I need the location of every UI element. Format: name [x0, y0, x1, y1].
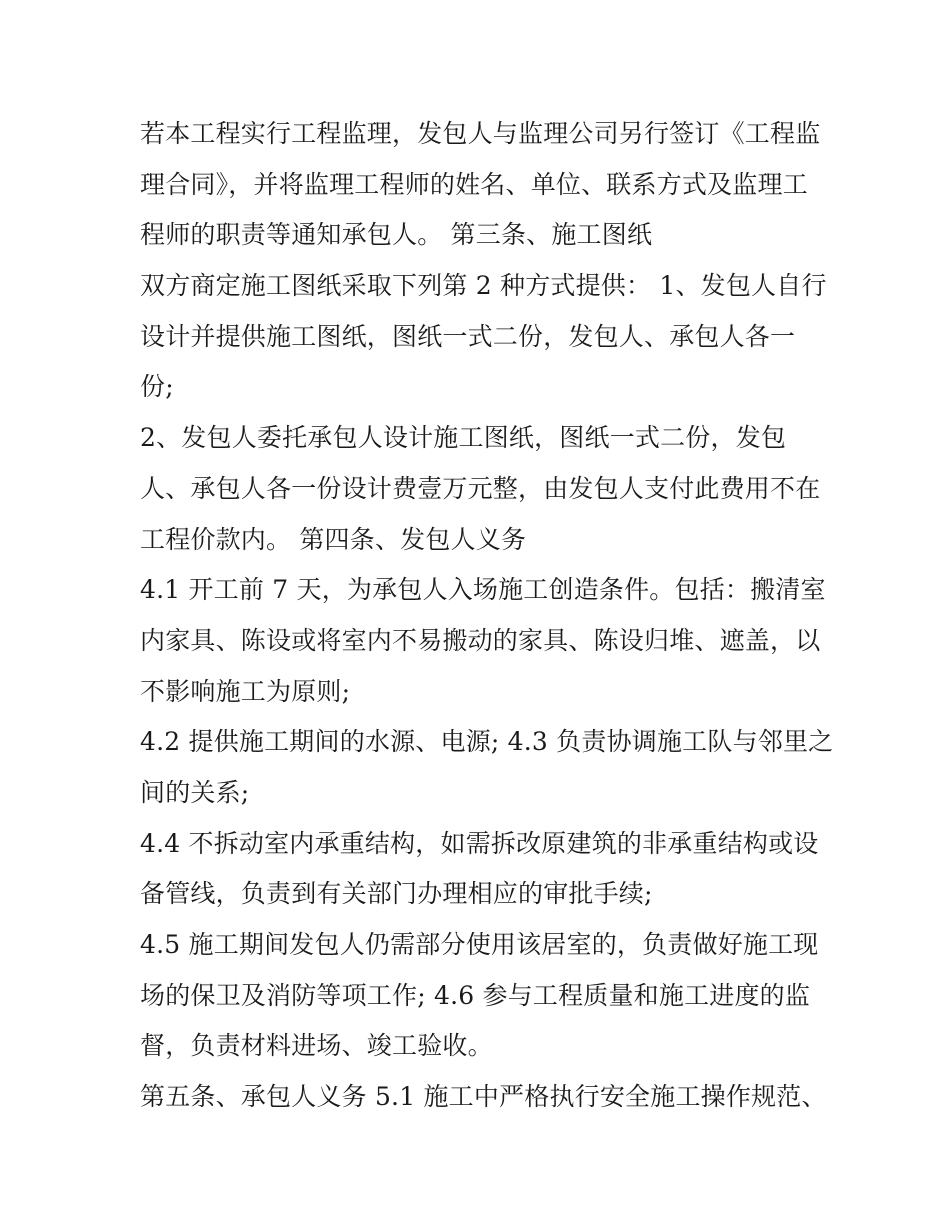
text-line: 4.1 开工前 7 天，为承包人入场施工创造条件。包括：搬清室: [140, 575, 826, 605]
text-line: 4.2 提供施工期间的水源、电源; 4.3 负责协调施工队与邻里之: [140, 727, 834, 757]
text-line: 4.5 施工期间发包人仍需部分使用该居室的，负责做好施工现: [140, 930, 819, 959]
text-line: 程师的职责等通知承包人。 第三条、施工图纸: [140, 220, 653, 250]
text-line: 4.4 不拆动室内承重结构，如需拆改原建筑的非承重结构或设: [140, 828, 819, 858]
document-body: [140, 109, 834, 1123]
text-line: 备管线，负责到有关部门办理相应的审批手续;: [140, 879, 653, 909]
text-line: 第五条、承包人义务 5.1 施工中严格执行安全施工操作规范、: [140, 1082, 827, 1112]
text-line: 2、发包人委托承包人设计施工图纸，图纸一式二份，发包: [140, 423, 787, 453]
text-line: 理合同》，并将监理工程师的姓名、单位、联系方式及监理工: [140, 169, 808, 199]
text-line: 双方商定施工图纸采取下列第 2 种方式提供： 1、发包人自行: [140, 271, 827, 301]
text-line: 督，负责材料进场、竣工验收。: [140, 1031, 493, 1061]
text-line: 若本工程实行工程监理，发包人与监理公司另行签订《工程监: [140, 119, 821, 148]
text-line: 人、承包人各一份设计费壹万元整，由发包人支付此费用不在: [140, 473, 821, 503]
text-line: 场的保卫及消防等项工作; 4.6 参与工程质量和施工进度的监: [140, 980, 811, 1010]
text-line: 不影响施工为原则;: [140, 676, 351, 706]
text-line: 份;: [140, 372, 174, 402]
text-line: 间的关系;: [140, 777, 250, 807]
text-line: 设计并提供施工图纸，图纸一式二份，发包人、承包人各一: [140, 321, 796, 351]
text-line: 内家具、陈设或将室内不易搬动的家具、陈设归堆、遮盖，以: [140, 625, 821, 655]
text-line: 工程价款内。 第四条、发包人义务: [140, 524, 527, 554]
